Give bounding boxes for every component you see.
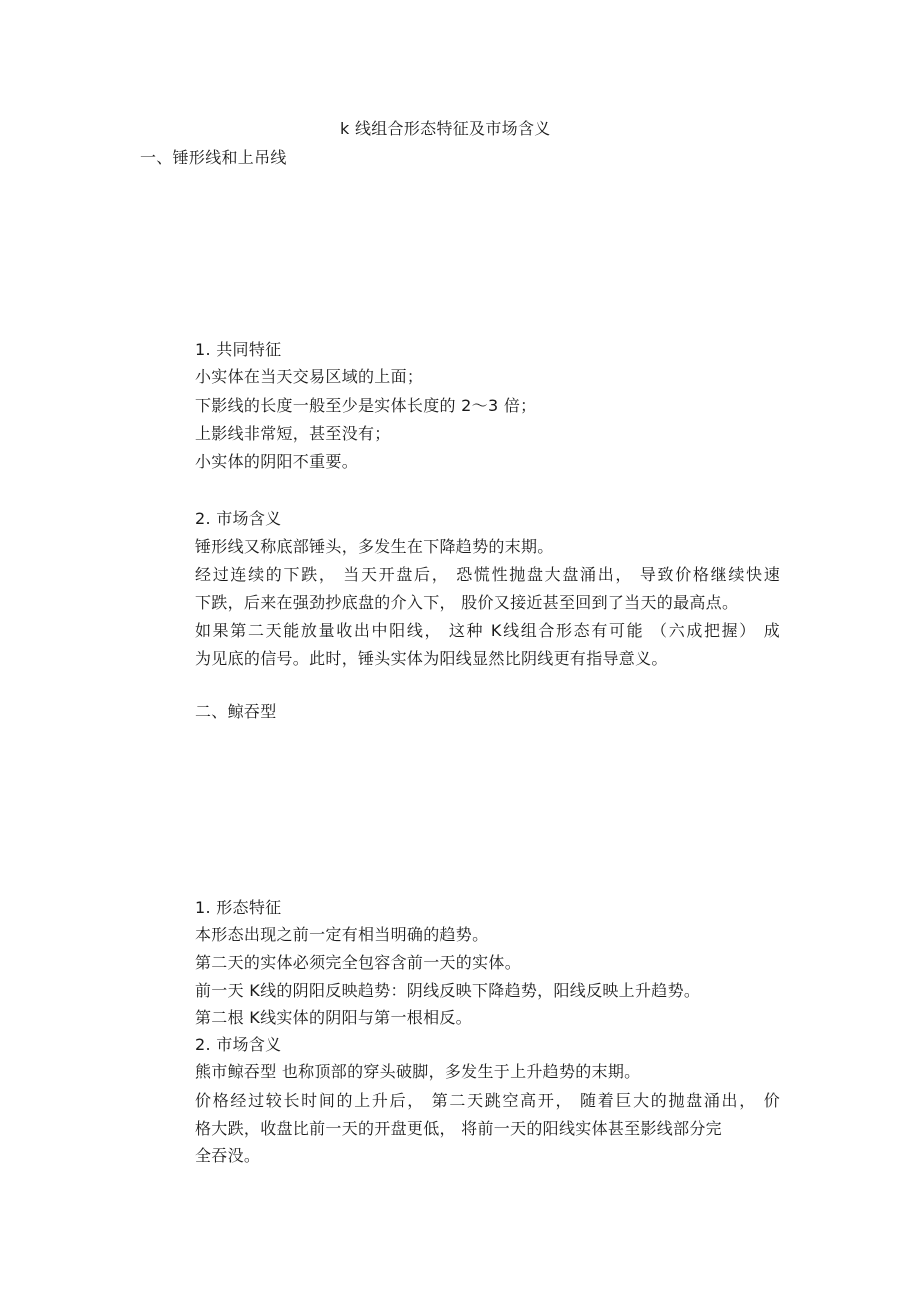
section-heading-1: 一、锤形线和上吊线 [140,148,287,167]
paragraph-line: 熊市鲸吞型 也称顶部的穿头破脚，多发生于上升趋势的末期。 [195,1062,641,1081]
section-heading-2: 二、鲸吞型 [195,702,277,721]
paragraph-line: 如果第二天能放量收出中阳线， 这种 K线组合形态有可能 （六成把握） 成 [195,621,780,640]
subsection-heading-pattern-features: 1. 形态特征 [195,898,282,917]
paragraph-line: 价格经过较长时间的上升后， 第二天跳空高开， 随着巨大的抛盘涌出， 价 [195,1091,780,1110]
paragraph-line: 第二天的实体必须完全包容含前一天的实体。 [195,953,522,972]
paragraph-line: 下跌，后来在强劲抄底盘的介入下， 股价又接近甚至回到了当天的最高点。 [195,593,739,612]
subsection-heading-market-meaning: 2. 市场含义 [195,509,282,528]
subsection-heading-common-features: 1. 共同特征 [195,340,282,359]
document-title: k 线组合形态特征及市场含义 [340,119,551,138]
paragraph-line: 为见底的信号。此时，锤头实体为阳线显然比阴线更有指导意义。 [195,649,668,668]
paragraph-line: 小实体在当天交易区域的上面； [195,367,424,386]
paragraph-line: 上影线非常短，甚至没有； [195,424,391,443]
paragraph-line: 本形态出现之前一定有相当明确的趋势。 [195,925,489,944]
paragraph-line: 下影线的长度一般至少是实体长度的 2～3 倍； [195,396,537,415]
subsection-heading-market-meaning-2: 2. 市场含义 [195,1035,282,1054]
paragraph-line: 全吞没。 [195,1146,261,1165]
paragraph-line: 第二根 K线实体的阴阳与第一根相反。 [195,1008,472,1027]
paragraph-line: 前一天 K线的阴阳反映趋势：阴线反映下降趋势，阳线反映上升趋势。 [195,981,701,1000]
paragraph-line: 格大跌，收盘比前一天的开盘更低， 将前一天的阳线实体甚至影线部分完 [195,1119,722,1138]
paragraph-line: 经过连续的下跌， 当天开盘后， 恐慌性抛盘大盘涌出， 导致价格继续快速 [195,565,780,584]
paragraph-line: 小实体的阴阳不重要。 [195,452,359,471]
paragraph-line: 锤形线又称底部锤头，多发生在下降趋势的末期。 [195,537,554,556]
